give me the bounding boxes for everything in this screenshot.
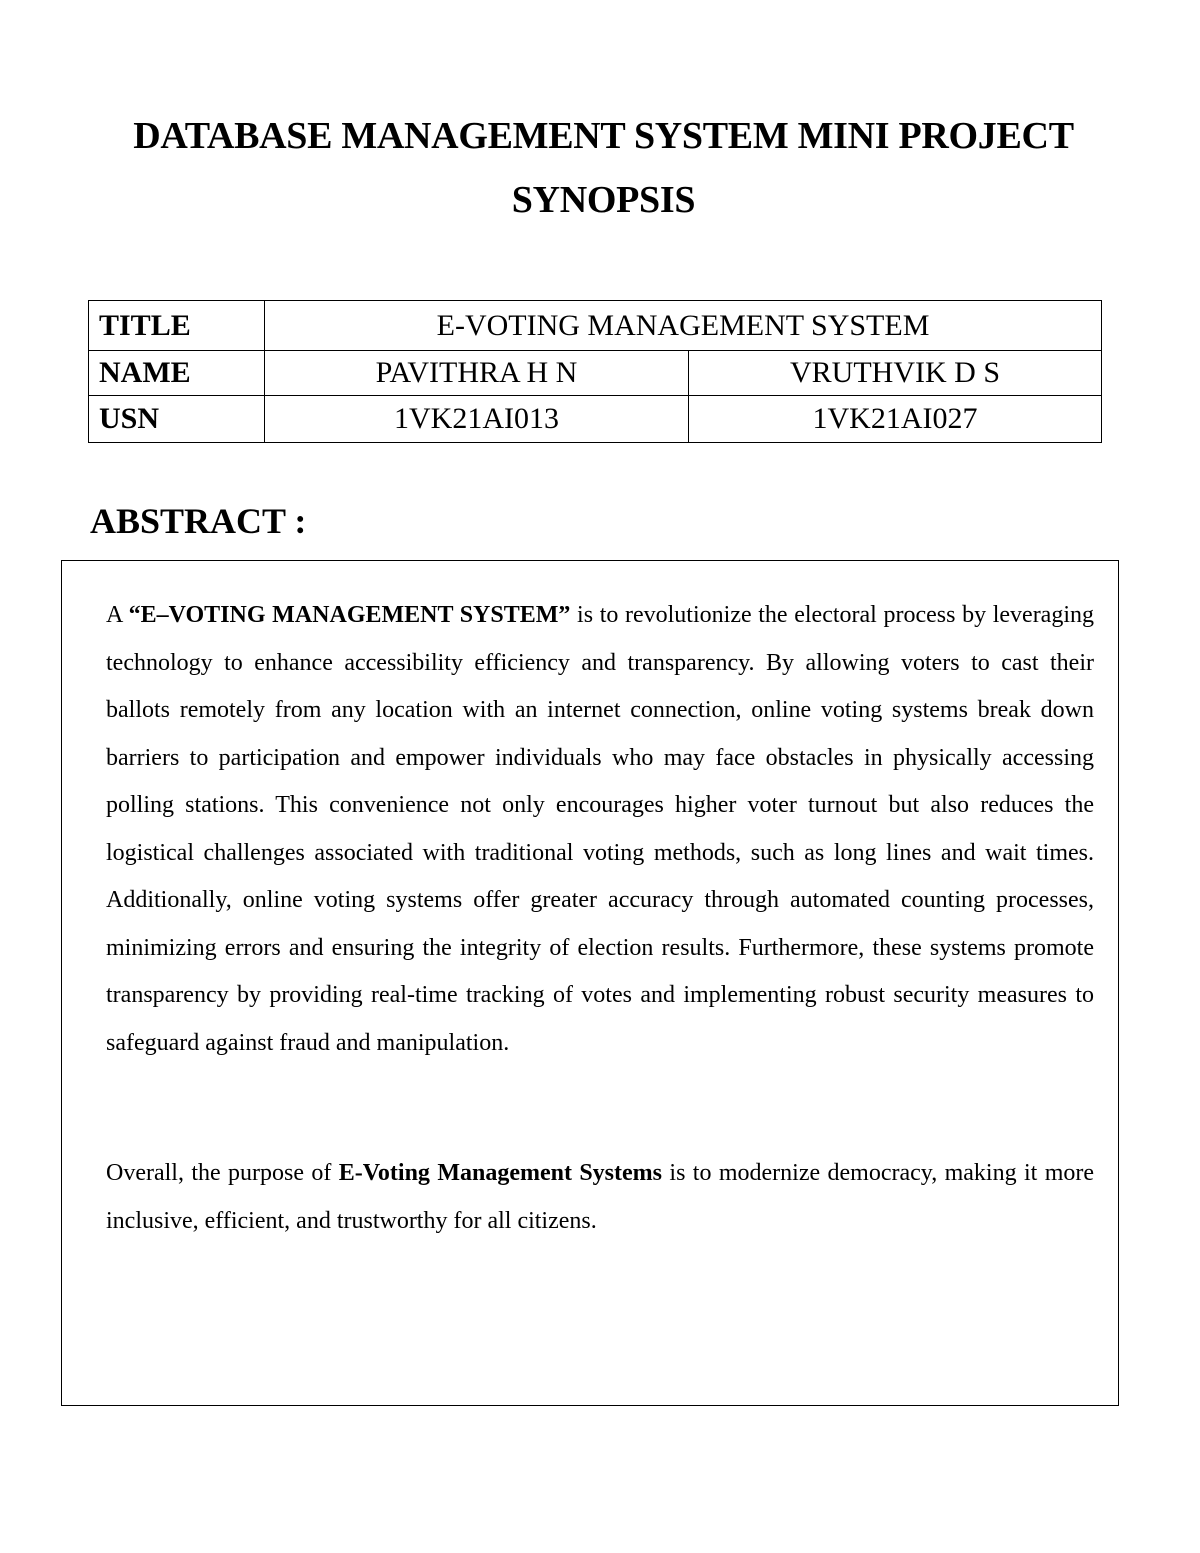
abstract-para1-body: is to revolutionize the electoral process by leveraging technology to enhance accessibility efficiency and transparency. By allowing voters to cast their ballots remotely from any location with an internet connection, online voting systems break down barriers to participation and empower individuals who may face obstacles in physically accessing polling stations. This convenience not only encourages higher voter turnout but also reduces the logistical challenges associated with traditional voting methods, such as long lines and wait times. Additionally, online voting systems offer greater accuracy through automated counting processes, minimizing errors and ensuring the integrity of election results. Furthermore, these systems promote transparency by providing real-time tracking of votes and implementing robust security measures to safeguard against fraud and manipulation. (106, 602, 1095, 1056)
table-row-title (89, 301, 1102, 351)
student-name-1: PAVITHRA H N (265, 351, 689, 396)
abstract-paragraph-2 (106, 1150, 1094, 1245)
title-label: TITLE (89, 301, 265, 351)
name-label: NAME (89, 351, 265, 396)
document-title-line-2: SYNOPSIS (511, 179, 696, 221)
student-usn-1: 1VK21AI013 (265, 396, 689, 443)
abstract-box (61, 560, 1119, 1406)
table-row-usn (89, 396, 1102, 443)
student-usn-2: 1VK21AI027 (689, 396, 1102, 443)
table-row-name (89, 351, 1102, 396)
project-title-value: E-VOTING MANAGEMENT SYSTEM (265, 301, 1102, 351)
abstract-para1-prefix: A (106, 602, 129, 628)
document-title-line-1: DATABASE MANAGEMENT SYSTEM MINI PROJECT (133, 115, 1074, 157)
abstract-para2-prefix: Overall, the purpose of (106, 1160, 339, 1186)
document-title (0, 104, 1200, 232)
abstract-paragraph-1 (106, 592, 1094, 1067)
abstract-para2-body: is to modernize democracy, making it more inclusive, efficient, and trustworthy for all citizens. (106, 1160, 1095, 1234)
abstract-heading: ABSTRACT : (90, 501, 307, 541)
project-info-table (88, 300, 1102, 443)
student-name-2: VRUTHVIK D S (689, 351, 1102, 396)
abstract-para2-system-name: E-Voting Management Systems (338, 1160, 663, 1186)
abstract-para1-system-name: “E–VOTING MANAGEMENT SYSTEM” (128, 602, 571, 628)
usn-label: USN (89, 396, 265, 443)
